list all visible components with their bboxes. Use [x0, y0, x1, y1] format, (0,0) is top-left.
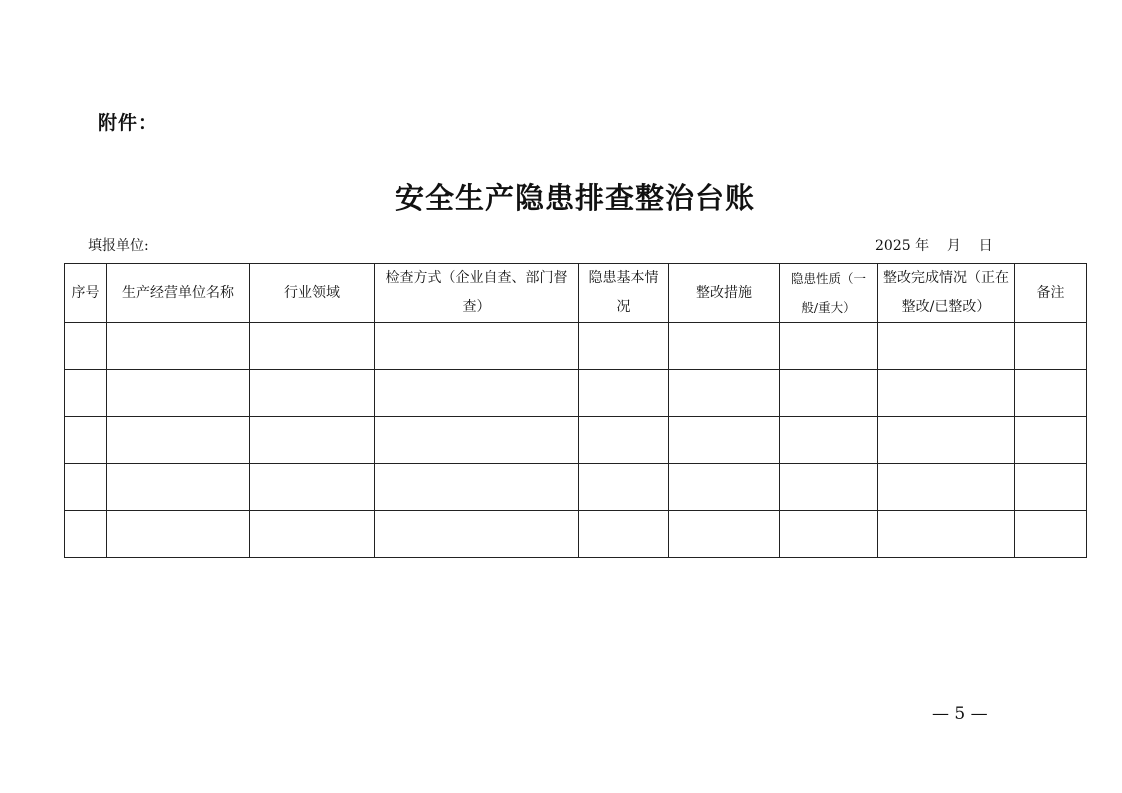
table-row [65, 370, 1087, 417]
table-cell[interactable] [669, 370, 780, 417]
table-cell[interactable] [65, 323, 107, 370]
table-cell[interactable] [375, 511, 579, 558]
table-cell[interactable] [878, 511, 1015, 558]
table-cell[interactable] [579, 417, 669, 464]
header-industry-sector: 行业领域 [250, 264, 375, 323]
table-cell[interactable] [375, 323, 579, 370]
table-cell[interactable] [780, 323, 878, 370]
table-cell[interactable] [780, 511, 878, 558]
table-cell[interactable] [1015, 511, 1087, 558]
header-hazard-nature: 隐患性质（一般/重大） [780, 264, 878, 323]
table-cell[interactable] [107, 370, 250, 417]
fill-date-label: 2025 年 月 日 [875, 238, 993, 254]
table-cell[interactable] [579, 511, 669, 558]
table-cell[interactable] [250, 464, 375, 511]
table-cell[interactable] [65, 417, 107, 464]
table-header-row [65, 264, 1087, 323]
table-row [65, 417, 1087, 464]
table-cell[interactable] [107, 417, 250, 464]
document-title: 安全生产隐患排查整治台账 [394, 181, 755, 215]
table-cell[interactable] [107, 323, 250, 370]
table-cell[interactable] [1015, 323, 1087, 370]
hazard-ledger-table [64, 263, 1087, 558]
header-inspection-method: 检查方式（企业自查、部门督查） [375, 264, 579, 323]
table-cell[interactable] [780, 370, 878, 417]
table-cell[interactable] [107, 511, 250, 558]
header-rectification-status: 整改完成情况（正在整改/已整改） [878, 264, 1015, 323]
table-cell[interactable] [579, 323, 669, 370]
table-cell[interactable] [780, 464, 878, 511]
table-cell[interactable] [65, 511, 107, 558]
attachment-label: 附件： [98, 112, 159, 134]
page-number: — 5 — [932, 704, 988, 724]
table-cell[interactable] [878, 323, 1015, 370]
table-cell[interactable] [250, 370, 375, 417]
table-cell[interactable] [375, 417, 579, 464]
table-cell[interactable] [1015, 370, 1087, 417]
header-hazard-basic-info: 隐患基本情况 [579, 264, 669, 323]
table-cell[interactable] [669, 464, 780, 511]
table-cell[interactable] [375, 464, 579, 511]
header-business-unit-name: 生产经营单位名称 [107, 264, 250, 323]
table-cell[interactable] [375, 370, 579, 417]
table-cell[interactable] [579, 464, 669, 511]
table-cell[interactable] [65, 370, 107, 417]
table-cell[interactable] [669, 511, 780, 558]
table-cell[interactable] [250, 511, 375, 558]
table-cell[interactable] [669, 417, 780, 464]
table-cell[interactable] [1015, 464, 1087, 511]
fill-unit-label: 填报单位: [88, 238, 149, 254]
table-cell[interactable] [250, 323, 375, 370]
table-cell[interactable] [1015, 417, 1087, 464]
table-cell[interactable] [250, 417, 375, 464]
table-cell[interactable] [107, 464, 250, 511]
header-rectification-measures: 整改措施 [669, 264, 780, 323]
table-row [65, 464, 1087, 511]
table-body [65, 323, 1087, 558]
table-cell[interactable] [878, 464, 1015, 511]
table-row [65, 511, 1087, 558]
table-cell[interactable] [669, 323, 780, 370]
table-cell[interactable] [65, 464, 107, 511]
header-remarks: 备注 [1015, 264, 1087, 323]
table-cell[interactable] [878, 370, 1015, 417]
table-row [65, 323, 1087, 370]
table-cell[interactable] [579, 370, 669, 417]
table-cell[interactable] [878, 417, 1015, 464]
table-cell[interactable] [780, 417, 878, 464]
header-serial-number: 序号 [65, 264, 107, 323]
